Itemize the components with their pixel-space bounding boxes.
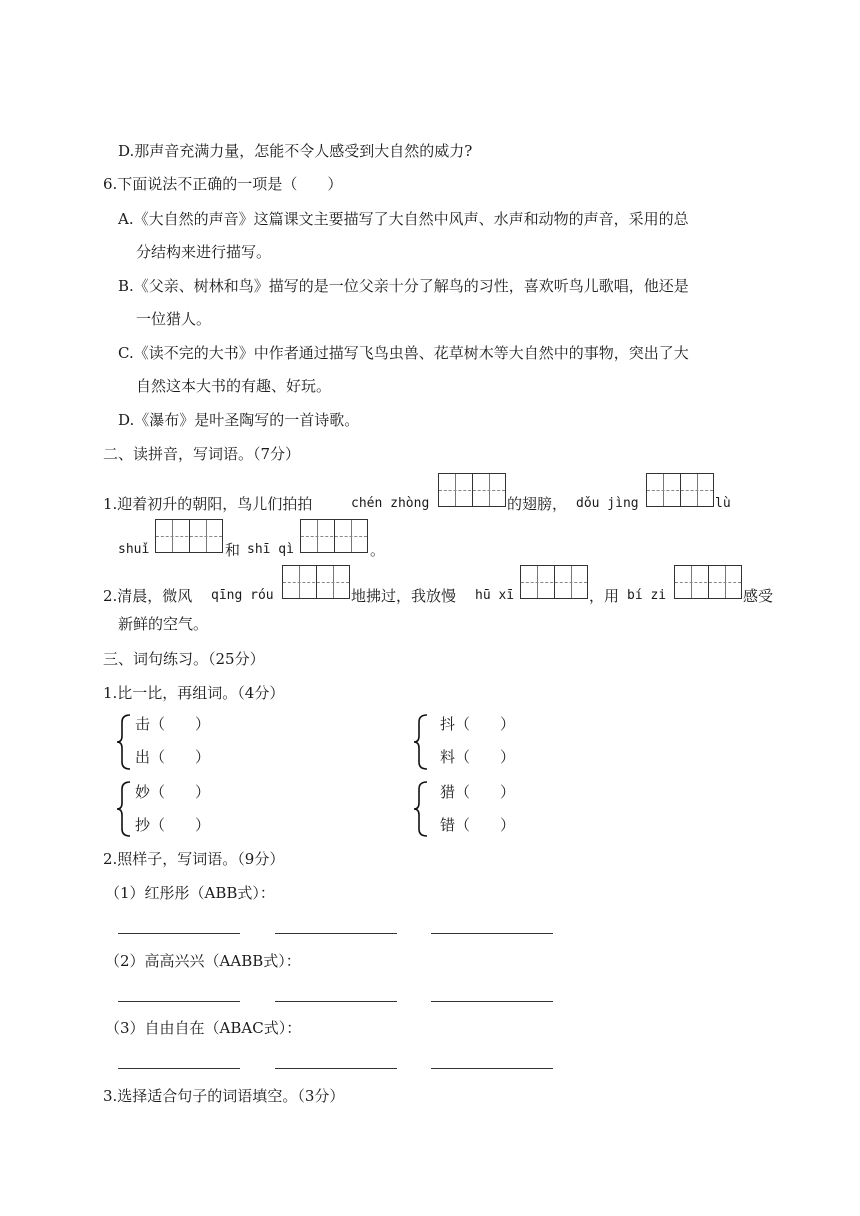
s2-item1-pinyin1: chén zhòng bbox=[351, 496, 430, 511]
s2-item2-grid2[interactable] bbox=[520, 565, 588, 599]
answer-line[interactable] bbox=[431, 1068, 553, 1069]
answer-line[interactable] bbox=[118, 1001, 240, 1002]
answer-line[interactable] bbox=[118, 933, 240, 934]
brace-icon bbox=[116, 781, 132, 837]
answer-line[interactable] bbox=[275, 1068, 397, 1069]
s2-item1-end: 。 bbox=[370, 541, 386, 559]
section2-heading: 二、读拼音，写词语。（7分） bbox=[103, 445, 301, 463]
s2-item1-grid3[interactable] bbox=[155, 519, 223, 553]
s2-item1-prefix: 1.迎着初升的朝阳，鸟儿们拍拍 bbox=[103, 495, 313, 513]
q6-option-a-line2: 分结构来进行描写。 bbox=[136, 243, 272, 261]
s3-q1-title: 1.比一比，再组词。（4分） bbox=[103, 684, 285, 702]
q6-option-a-line1: A.《大自然的声音》这篇课文主要描写了大自然中风声、水声和动物的声音，采用的总 bbox=[118, 210, 689, 228]
s3-q2-title: 2.照样子，写词语。（9分） bbox=[103, 850, 285, 868]
s2-item1-pinyin3a: lù bbox=[715, 496, 731, 511]
s3-q2-sub2: （2）高高兴兴（AABB式）： bbox=[105, 952, 301, 970]
s3-q3-title: 3.选择适合句子的词语填空。（3分） bbox=[103, 1087, 345, 1105]
s2-item1-grid2[interactable] bbox=[646, 473, 714, 507]
s2-item2-grid1[interactable] bbox=[282, 565, 350, 599]
q6-option-b-line2: 一位猎人。 bbox=[136, 310, 212, 328]
answer-line[interactable] bbox=[275, 1001, 397, 1002]
pair-word-top[interactable]: 抖（ ） bbox=[440, 715, 516, 733]
s2-item2-prefix: 2.清晨，微风 bbox=[103, 587, 193, 605]
s2-item1-grid1[interactable] bbox=[438, 473, 506, 507]
pair-word-bottom[interactable]: 错（ ） bbox=[440, 816, 516, 834]
s2-item1-grid4[interactable] bbox=[300, 519, 368, 553]
brace-icon bbox=[413, 714, 429, 770]
s2-item2-grid3[interactable] bbox=[674, 565, 742, 599]
s2-item1-conj: 和 bbox=[225, 541, 241, 559]
pair-word-top[interactable]: 妙（ ） bbox=[135, 783, 211, 801]
q6-option-d: D.《瀑布》是叶圣陶写的一首诗歌。 bbox=[118, 411, 360, 429]
answer-line[interactable] bbox=[431, 933, 553, 934]
brace-icon bbox=[413, 781, 429, 837]
pair-word-bottom[interactable]: 料（ ） bbox=[440, 748, 516, 766]
s3-q2-sub3: （3）自由自在（ABAC式）： bbox=[105, 1019, 302, 1037]
brace-icon bbox=[116, 714, 132, 770]
s2-item1-mid1: 的翅膀， bbox=[507, 495, 568, 513]
q6-option-c-line2: 自然这本大书的有趣、好玩。 bbox=[136, 377, 332, 395]
pair-word-top[interactable]: 击（ ） bbox=[135, 715, 211, 733]
s2-item2-pinyin3: bí zi bbox=[627, 588, 667, 603]
answer-line[interactable] bbox=[431, 1001, 553, 1002]
q5-option-d: D.那声音充满力量，怎能不令人感受到大自然的威力? bbox=[118, 142, 473, 160]
answer-line[interactable] bbox=[118, 1068, 240, 1069]
q6-stem: 6.下面说法不正确的一项是（ ） bbox=[103, 175, 343, 193]
s2-item1-pinyin4: shī qì bbox=[247, 542, 294, 557]
s2-item2-mid2: ，用 bbox=[589, 587, 620, 605]
pair-word-bottom[interactable]: 抄（ ） bbox=[135, 816, 211, 834]
s2-item2-pinyin1: qīng róu bbox=[211, 588, 274, 603]
q6-option-b-line1: B.《父亲、树林和鸟》描写的是一位父亲十分了解鸟的习性，喜欢听鸟儿歌唱，他还是 bbox=[118, 277, 689, 295]
section3-heading: 三、词句练习。（25分） bbox=[103, 650, 265, 668]
q6-option-c-line1: C.《读不完的大书》中作者通过描写飞鸟虫兽、花草树木等大自然中的事物，突出了大 bbox=[118, 344, 689, 362]
pair-word-top[interactable]: 猎（ ） bbox=[440, 783, 516, 801]
s3-q2-sub1: （1）红彤彤（ABB式）： bbox=[105, 884, 275, 902]
s2-item2-end: 感受 bbox=[743, 587, 774, 605]
answer-line[interactable] bbox=[275, 933, 397, 934]
s2-item1-pinyin2: dǒu jìng bbox=[576, 496, 639, 511]
s2-item2-line2: 新鲜的空气。 bbox=[118, 615, 209, 633]
s2-item2-pinyin2: hū xī bbox=[475, 588, 515, 603]
s2-item1-pinyin3b: shuǐ bbox=[118, 542, 150, 557]
s2-item2-mid1: 地拂过，我放慢 bbox=[351, 587, 457, 605]
pair-word-bottom[interactable]: 出（ ） bbox=[135, 748, 211, 766]
